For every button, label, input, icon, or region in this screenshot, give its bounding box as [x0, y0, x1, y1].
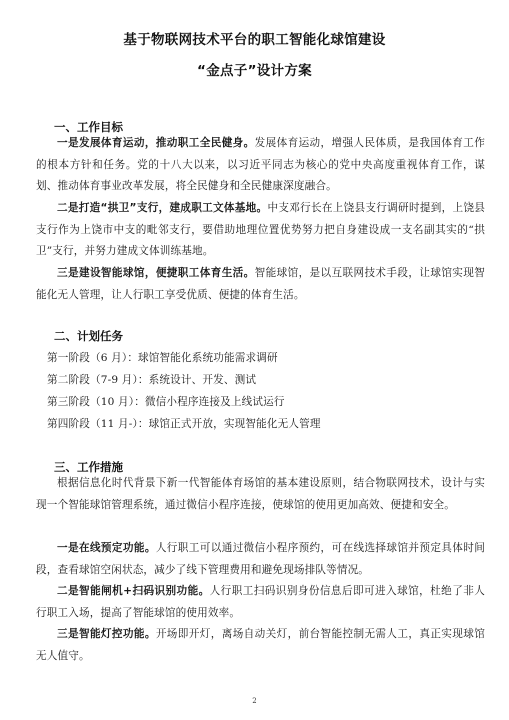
goal-3-lead: 三是建设智能球馆，便捷职工体育生活。	[57, 267, 255, 279]
measure-1-text: 人行职工可以通过微信小程序预约，可在线选择球馆并预定具体时间段，查看球馆空闲状态，减少了线下管理费用和避免现场排队等情况。	[36, 542, 485, 576]
plan-stage-item: 第三阶段（10 月）：微信小程序连接及上线试运行	[47, 396, 285, 408]
plan-stage-item: 第四阶段（11 月-）：球馆正式开放，实现智能化无人管理	[47, 418, 321, 430]
document-title: 基于物联网技术平台的职工智能化球馆建设	[123, 32, 386, 48]
plan-stage-item: 第一阶段（6 月）：球馆智能化系统功能需求调研	[47, 352, 278, 364]
measure-3-lead: 三是智能灯控功能。	[57, 628, 156, 640]
goal-2-text: 中支邓行长在上饶县支行调研时提到，上饶县支行作为上饶市中支的毗邻支行，要借助地理位置优势努力把自身建设成一支名副其实的“拱卫”支行，并努力建成文体训练基地。	[36, 202, 485, 258]
measure-3-text: 开场即开灯，离场自动关灯，前台智能控制无需人工，真正实现球馆无人值守。	[36, 628, 485, 662]
goal-2-lead: 二是打造“拱卫”支行，建成职工文体基地。	[57, 202, 268, 214]
document-subtitle: “金点子”设计方案	[197, 63, 312, 79]
goal-paragraph-1	[36, 133, 485, 198]
page-number: 2	[252, 697, 257, 705]
measure-paragraph-3	[36, 624, 485, 667]
section-heading-plan: 二、计划任务	[54, 329, 123, 343]
measure-2-text: 人行职工扫码识别身份信息后即可进入球馆，杜绝了非人行职工入场，提高了智能球馆的使用效率。	[36, 585, 485, 619]
section-heading-measures: 三、工作措施	[54, 460, 123, 474]
goal-paragraph-3	[36, 263, 485, 306]
goal-1-lead: 一是发展体育运动，推动职工全民健身。	[57, 137, 255, 149]
plan-stage-item: 第二阶段（7-9 月）：系统设计、开发、测试	[47, 374, 257, 386]
measure-paragraph-2	[36, 581, 485, 624]
section-heading-goals: 一、工作目标	[54, 120, 123, 134]
goal-paragraph-2	[36, 198, 485, 263]
goal-3-text: 智能球馆，是以互联网技术手段，让球馆实现智能化无人管理，让人行职工享受优质、便捷的体育生活。	[36, 267, 486, 301]
measure-paragraph-1	[36, 538, 485, 581]
measures-intro: 根据信息化时代背景下新一代智能体育场馆的基本建设原则，结合物联网技术，设计与实现一个智能球馆管理系统，通过微信小程序连接，使球馆的使用更加高效、便捷和安全。	[36, 477, 485, 511]
measure-1-lead: 一是在线预定功能。	[57, 542, 156, 554]
measure-2-lead: 二是智能闸机+扫码识别功能。	[57, 585, 210, 597]
goal-1-text: 发展体育运动，增强人民体质，是我国体育工作的根本方针和任务。党的十八大以来，以习近平同志为核心的党中央高度重视体育工作，谋划、推动体育事业改革发展，将全民健身和全民健康深度融合。	[36, 137, 486, 193]
